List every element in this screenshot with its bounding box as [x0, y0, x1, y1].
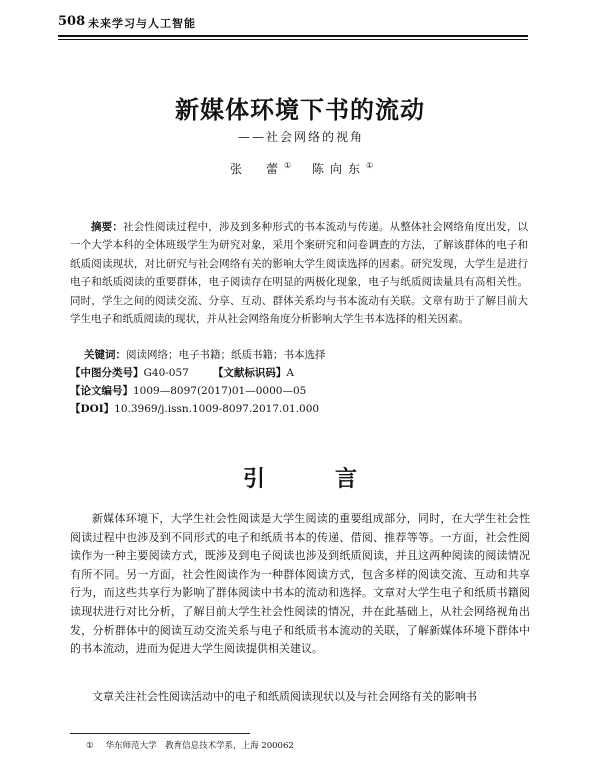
keywords-label: 关键词：: [84, 349, 126, 361]
header-rule-thin: [58, 39, 528, 40]
article-subtitle: ——社会网络的视角: [238, 130, 365, 144]
doi: [70, 400, 319, 418]
author-1-name: 张 蕾: [230, 162, 285, 176]
doi-label: 【DOI】: [70, 403, 115, 415]
section-heading: 引 言: [242, 466, 381, 492]
author-2-name: 陈向东: [312, 162, 367, 176]
author-2-affiliation-mark: ①: [366, 161, 374, 170]
doi-value: 10.3969/j.issn.1009-8097.2017.01.000: [114, 403, 320, 415]
keywords: [84, 346, 326, 364]
header-rule-thick: [58, 35, 528, 37]
author-1-affiliation-mark: ①: [284, 161, 292, 170]
abstract-text: 社会性阅读过程中，涉及到多种形式的书本流动与传递。从整体社会网络角度出发，以一个大学本科的全体班级学生为研究对象，采用个案研究和问卷调查的方法，了解该群体的电子和纸质阅读现状，对比研究与社会网络有关的影响大学生阅读选择的因素。研究发现，大学生是进行电子和纸质阅读的重要群体，电子阅读存在明显的两极化现象，电子与纸质阅读量具有高相关性。同时，学生之间的阅读交流、分享、互动、群体关系均与书本流动有关联。文章有助于了解目前大学生电子和纸质阅读的现状，并从社会网络角度分析影响大学生书本选择的相关因素。: [70, 221, 529, 326]
footnote-rule: [70, 733, 250, 734]
classification: [70, 364, 294, 382]
clc-label: 【中图分类号】: [70, 367, 144, 379]
article-no-value: 1009—8097(2017)01—0000—05: [133, 385, 307, 397]
author-1: [230, 160, 291, 177]
abstract-label: 摘要：: [91, 221, 123, 233]
footnote-text: 华东师范大学 教育信息技术学系，上海 200062: [105, 741, 294, 751]
keywords-value: 阅读网络；电子书籍；纸质书籍；书本选择: [126, 349, 326, 361]
page-number: 508: [58, 14, 86, 29]
footnote: [86, 739, 294, 751]
body-paragraph: 新媒体环境下，大学生社会性阅读是大学生阅读的重要组成部分，同时，在大学生社会性阅读过程中也涉及到不同形式的电子和纸质书本的传递、借阅、推荐等等。一方面，社会性阅读作为一种主要阅读方式，既涉及到电子阅读也涉及到纸质阅读，并且这两种阅读的阅读情况有所不同。另一方面，社会性阅读作为一种群体阅读方式，包含多样的阅读交流、互动和共享行为，而这些共享行为影响了群体阅读中书本的流动和选择。文章对大学生电子和纸质书籍阅读现状进行对比分析，了解目前大学生社会性阅读的情况，并在此基础上，从社会网络视角出发，分析群体中的阅读互动交流关系与电子和纸质书本流动的关联，了解新媒体环境下群体中的书本流动，进而为促进大学生阅读提供相关建议。: [70, 512, 530, 656]
journal-name: 未来学习与人工智能: [88, 17, 196, 30]
article-no-label: 【论文编号】: [70, 385, 133, 397]
clc-value: G40-057: [143, 367, 189, 379]
footnote-mark: ①: [86, 741, 94, 751]
article-title: 新媒体环境下书的流动: [175, 95, 425, 124]
author-2: [312, 160, 373, 177]
body-paragraph: 文章关注社会性阅读活动中的电子和纸质阅读现状以及与社会网络有关的影响书: [92, 690, 477, 703]
doc-code-label: 【文献标识码】: [212, 367, 287, 379]
running-header: [58, 12, 528, 34]
article-number: [70, 382, 306, 400]
doc-code-value: A: [286, 367, 294, 379]
abstract: [70, 218, 528, 328]
